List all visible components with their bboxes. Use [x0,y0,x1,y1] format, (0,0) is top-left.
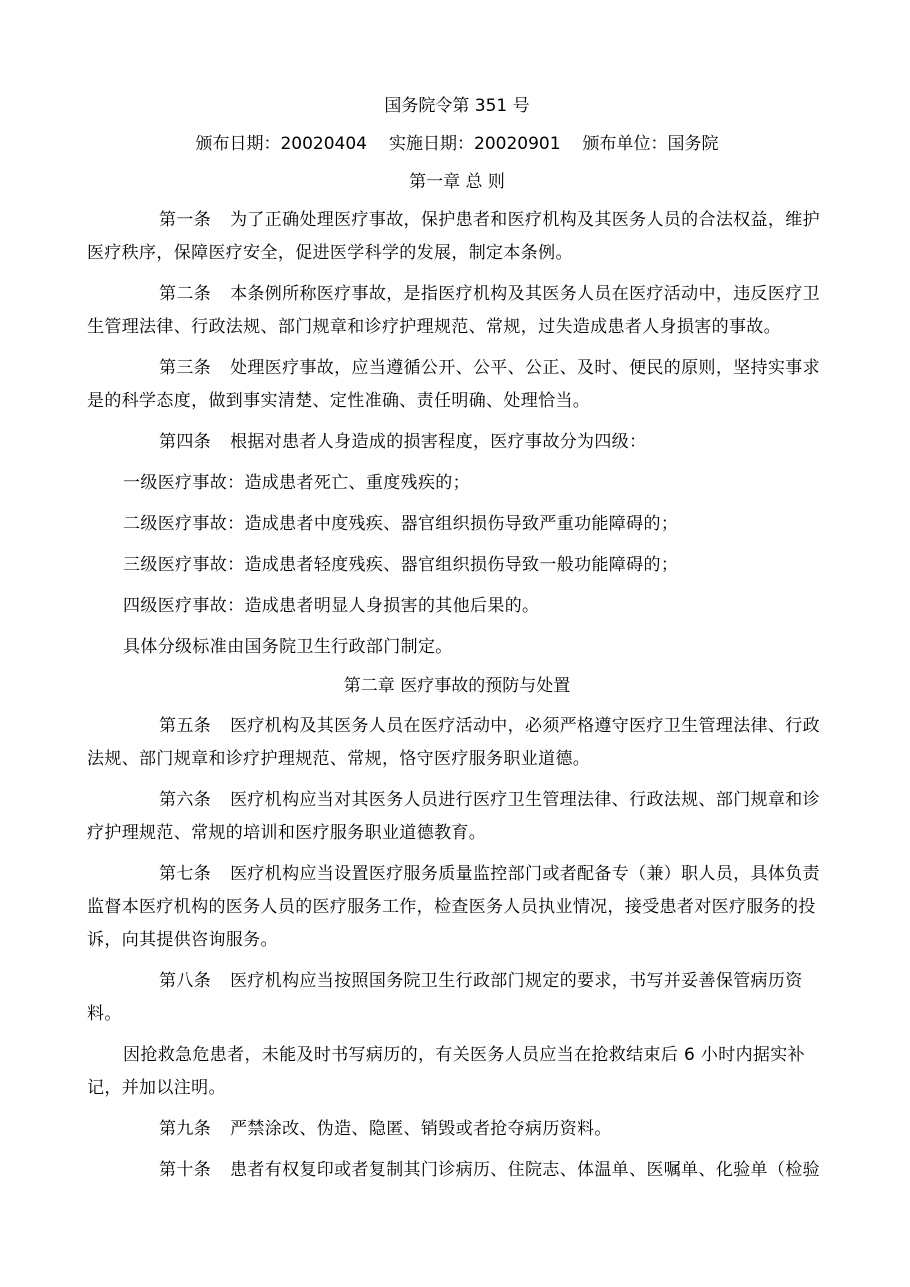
decree-number: 国务院令第 351 号 [384,96,530,116]
grade-3-paragraph: 三级医疗事故：造成患者轻度残疾、器官组织损伤导致一般功能障碍的； [123,555,679,575]
article-number: 第一条 [159,210,212,230]
article-number: 第五条 [159,716,212,736]
issuing-authority: 颁布单位：国务院 [582,134,719,154]
article-8-supplement: 因抢救急危患者，未能及时书写病历的，有关医务人员应当在抢救结束后 6 小时内据实补记，并加以注明。 [87,1045,805,1098]
article-text: 为了正确处理医疗事故，保护患者和医疗机构及其医务人员的合法权益，维护医疗秩序，保障医疗安全，促进医学科学的发展，制定本条例。 [87,210,820,263]
article-number: 第九条 [159,1119,212,1139]
article-text: 医疗机构及其医务人员在医疗活动中，必须严格遵守医疗卫生管理法律、行政法规、部门规章和诊疗护理规范、常规，恪守医疗服务职业道德。 [87,716,820,769]
article-4 [87,426,827,459]
document-page [87,92,827,1195]
article-text: 处理医疗事故，应当遵循公开、公平、公正、及时、便民的原则，坚持实事求是的科学态度，做到事实清楚、定性准确、责任明确、处理恰当。 [87,358,820,411]
article-text: 医疗机构应当设置医疗服务质量监控部门或者配备专（兼）职人员，具体负责监督本医疗机构的医务人员的医疗服务工作，检查医务人员执业情况，接受患者对医疗服务的投诉，向其提供咨询服务。 [87,864,820,950]
article-text: 医疗机构应当按照国务院卫生行政部门规定的要求，书写并妥善保管病历资料。 [87,971,803,1024]
article-number: 第七条 [159,864,212,884]
article-number: 第三条 [159,358,212,378]
article-text: 医疗机构应当对其医务人员进行医疗卫生管理法律、行政法规、部门规章和诊疗护理规范、常规的培训和医疗服务职业道德教育。 [87,790,820,843]
article-9 [87,1113,827,1146]
grade-4-paragraph: 四级医疗事故：造成患者明显人身损害的其他后果的。 [123,596,540,616]
article-number: 第六条 [159,790,212,810]
article-1 [87,204,827,270]
article-text: 严禁涂改、伪造、隐匿、销毁或者抢夺病历资料。 [230,1119,612,1139]
article-8 [87,965,827,1031]
article-number: 第二条 [159,284,212,304]
article-number: 第四条 [159,432,212,452]
article-2 [87,278,827,344]
issue-date: 颁布日期：20020404 [195,134,367,154]
article-3 [87,352,827,418]
grade-2-paragraph: 二级医疗事故：造成患者中度残疾、器官组织损伤导致严重功能障碍的； [123,514,679,534]
grade-1-paragraph: 一级医疗事故：造成患者死亡、重度残疾的； [123,473,470,493]
effective-date: 实施日期：20020901 [389,134,561,154]
article-6 [87,784,827,850]
article-text: 根据对患者人身造成的损害程度，医疗事故分为四级： [230,432,647,452]
chapter-title: 第一章 总 则 [409,172,505,192]
article-number: 第十条 [159,1160,212,1180]
article-5 [87,710,827,776]
decree-meta [87,130,827,158]
article-text: 本条例所称医疗事故，是指医疗机构及其医务人员在医疗活动中，违反医疗卫生管理法律、行政法规、部门规章和诊疗护理规范、常规，过失造成患者人身损害的事故。 [87,284,820,337]
article-10 [87,1154,827,1187]
article-number: 第八条 [159,971,212,991]
chapter-title: 第二章 医疗事故的预防与处置 [343,676,571,696]
article-7 [87,858,827,957]
article-text: 患者有权复印或者复制其门诊病历、住院志、体温单、医嘱单、化验单（检验 [230,1160,820,1180]
grading-standard-paragraph: 具体分级标准由国务院卫生行政部门制定。 [123,637,453,657]
